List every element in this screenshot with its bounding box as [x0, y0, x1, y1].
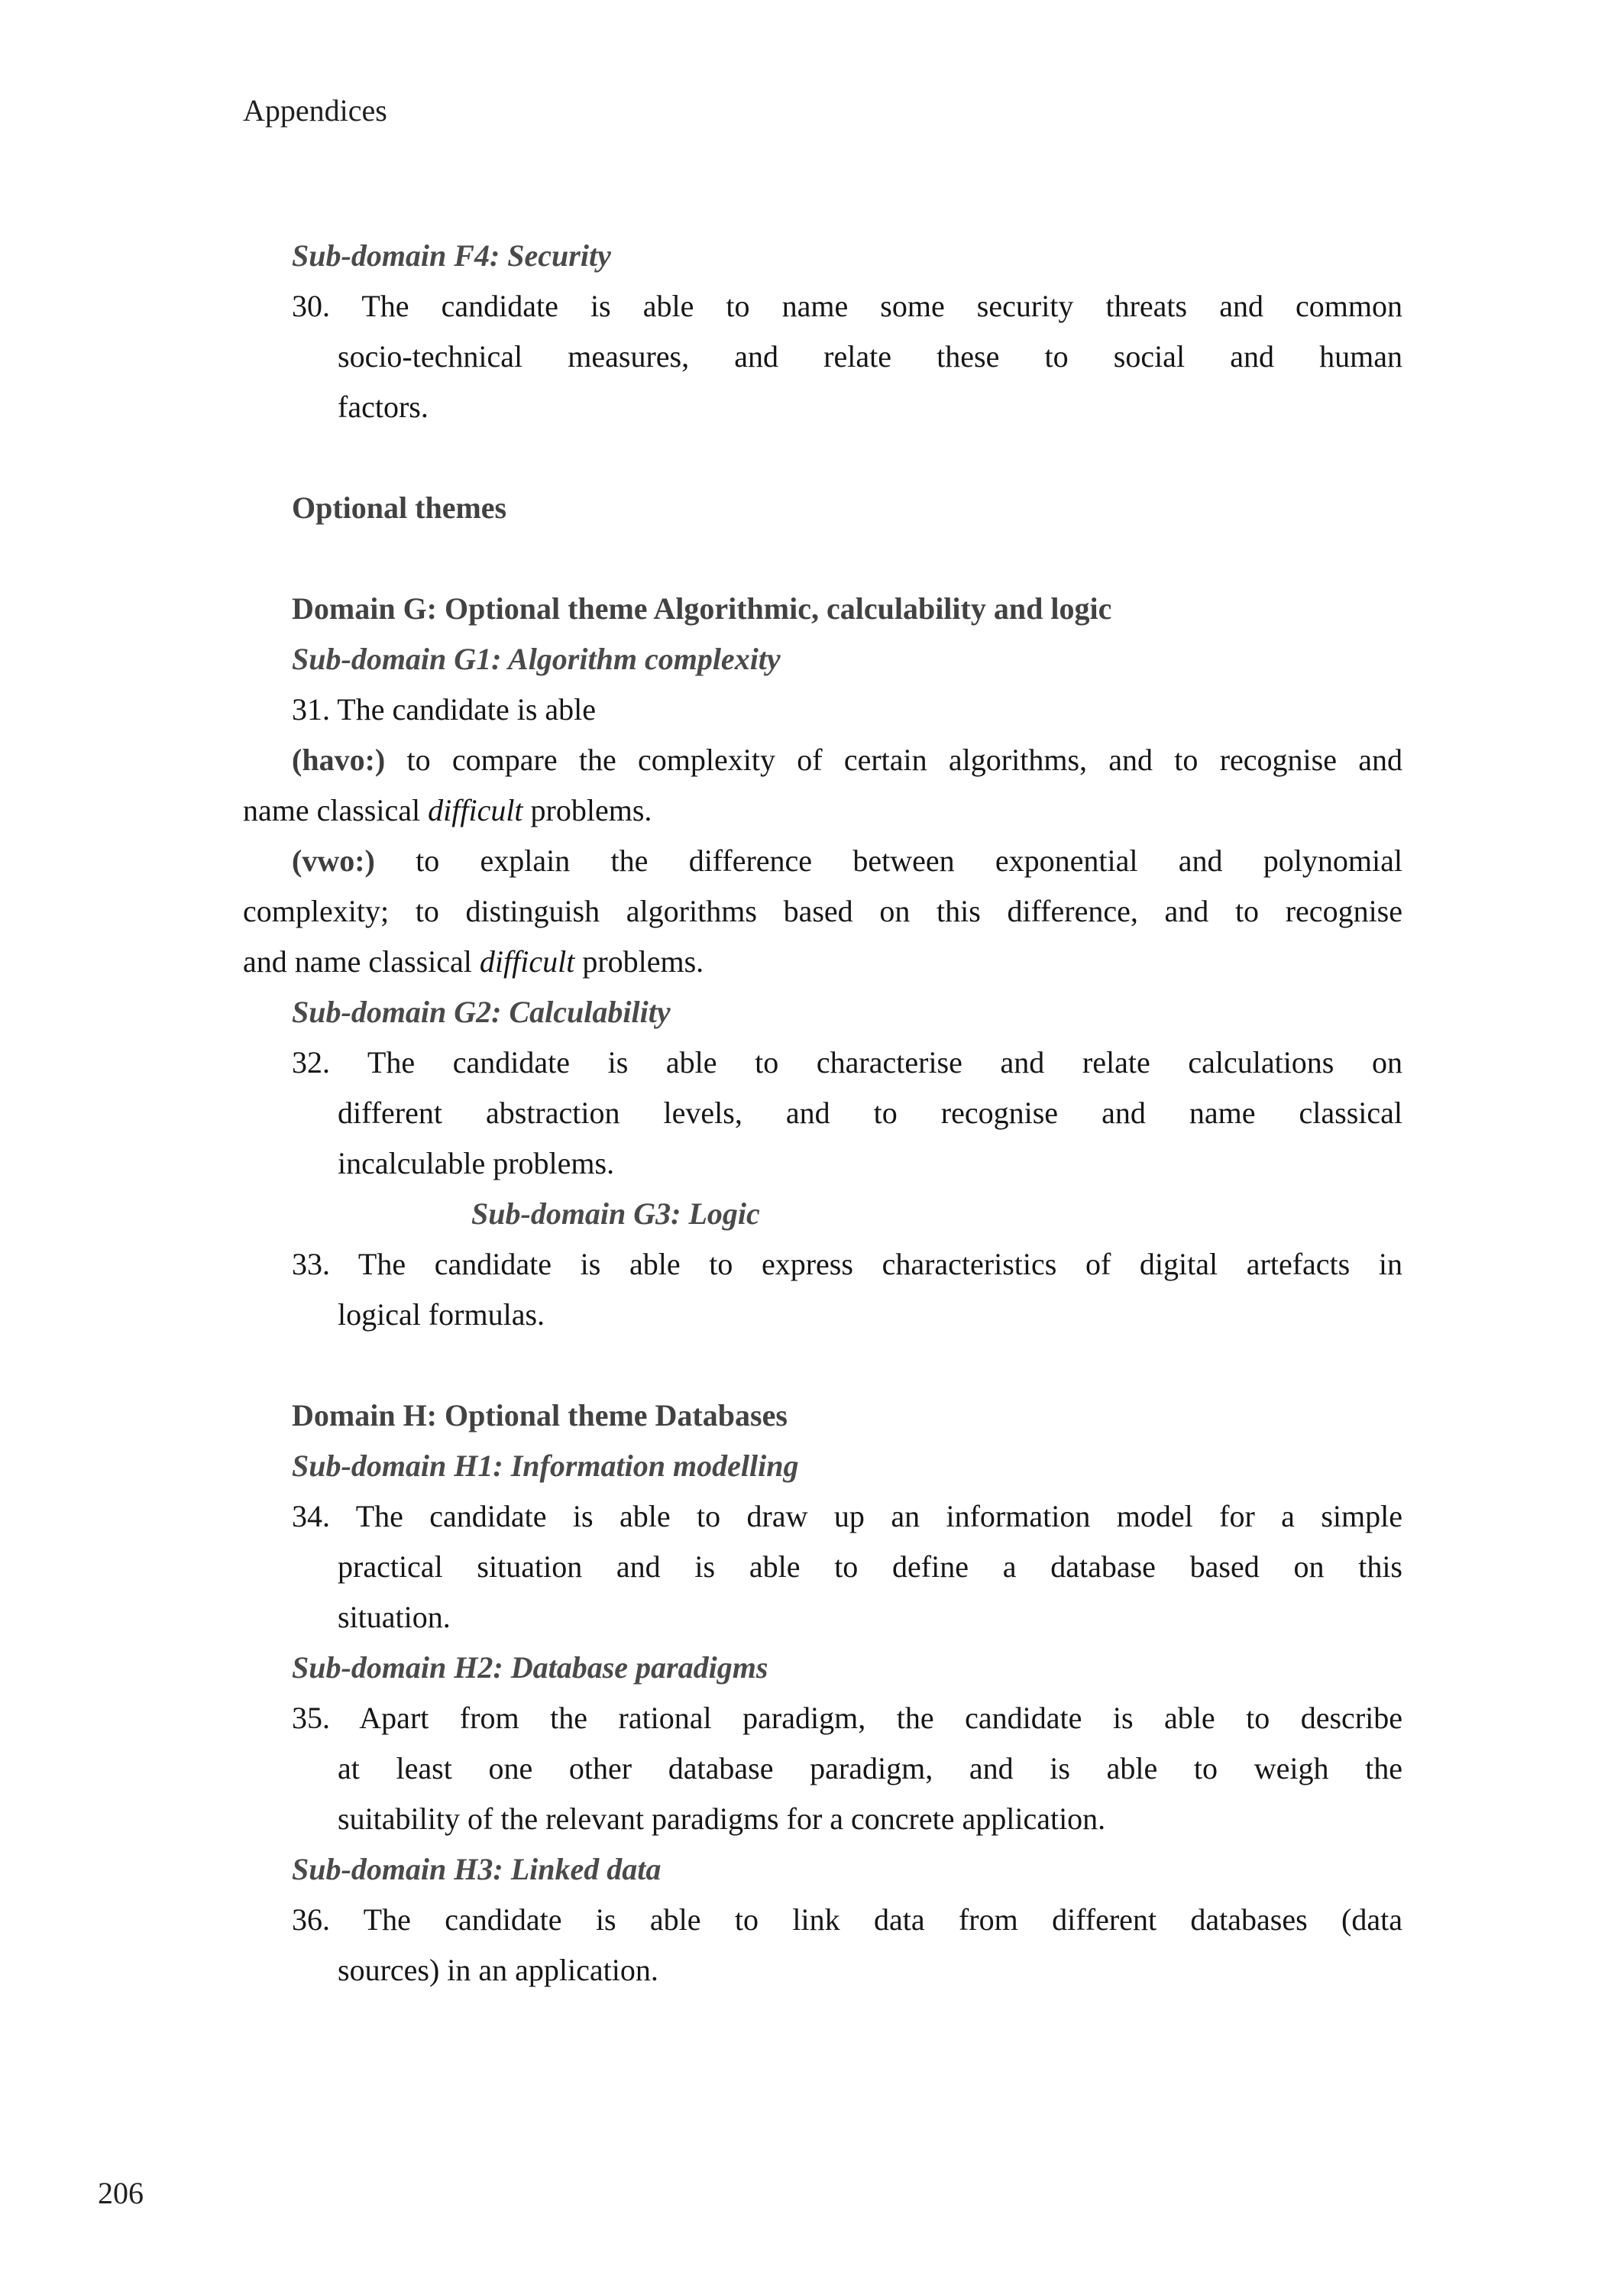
- subdomain-g1-heading: Sub-domain G1: Algorithm complexity: [292, 642, 781, 676]
- item-33-number: 33.: [292, 1247, 330, 1281]
- domain-h-heading: Domain H: Optional theme Databases: [292, 1398, 788, 1432]
- item-35-line-1: [243, 1693, 1402, 1743]
- vwo-difficult-italic: difficult: [479, 944, 575, 979]
- item-30-text-1: The candidate is able to name some security threats and common: [361, 289, 1403, 323]
- vwo-text-3a: and name classical: [243, 944, 480, 979]
- optional-themes-heading: Optional themes: [292, 490, 507, 525]
- subdomain-h3-heading: Sub-domain H3: Linked data: [292, 1852, 662, 1886]
- item-32-line-2: different abstraction levels, and to recognise and name classical: [338, 1096, 1402, 1130]
- item-35-number: 35.: [292, 1701, 330, 1735]
- subdomain-h2-heading: Sub-domain H2: Database paradigms: [292, 1650, 768, 1685]
- vwo-paragraph-line-3: [243, 937, 1402, 987]
- item-30-line-1: [243, 281, 1402, 332]
- havo-text-2b: problems.: [522, 793, 652, 827]
- item-35-text-1: Apart from the rational paradigm, the candidate is able to describe: [359, 1701, 1402, 1735]
- subdomain-g2-heading: Sub-domain G2: Calculability: [292, 995, 671, 1029]
- vwo-text-3b: problems.: [574, 944, 704, 979]
- subdomain-h1-heading: Sub-domain H1: Information modelling: [292, 1449, 799, 1483]
- subdomain-f4-heading: Sub-domain F4: Security: [292, 238, 611, 273]
- subdomain-g3-heading: Sub-domain G3: Logic: [471, 1196, 760, 1231]
- item-33-text-1: The candidate is able to express characteristics of digital artefacts in: [357, 1247, 1402, 1281]
- item-30-line-2: socio-technical measures, and relate these to social and human: [338, 339, 1402, 374]
- item-31-number: 31.: [292, 692, 330, 727]
- item-36-line-2: sources) in an application.: [338, 1953, 658, 1987]
- havo-paragraph-line-1: [243, 735, 1402, 785]
- item-36-text-1: The candidate is able to link data from different databases (data: [363, 1902, 1402, 1937]
- havo-text-1: to compare the complexity of certain algorithms, and to recognise and: [385, 743, 1402, 777]
- page-body: [243, 231, 1402, 1996]
- item-32-number: 32.: [292, 1045, 330, 1080]
- havo-difficult-italic: difficult: [428, 793, 523, 827]
- item-34-line-2: practical situation and is able to define a database based on this: [338, 1549, 1402, 1584]
- item-33-line-1: [243, 1239, 1402, 1290]
- item-36-number: 36.: [292, 1902, 330, 1937]
- item-30-number: 30.: [292, 289, 330, 323]
- item-33-line-2: logical formulas.: [338, 1297, 545, 1332]
- item-35-line-3: suitability of the relevant paradigms for a concrete application.: [338, 1802, 1106, 1836]
- vwo-text-1: to explain the difference between exponential and polynomial: [374, 843, 1402, 878]
- havo-label: (havo:): [292, 743, 386, 777]
- item-34-text-1: The candidate is able to draw up an information model for a simple: [355, 1499, 1402, 1533]
- item-30-line-3: factors.: [338, 390, 429, 424]
- item-34-number: 34.: [292, 1499, 330, 1533]
- running-header: Appendices: [243, 93, 387, 128]
- havo-paragraph-line-2: [243, 785, 1402, 836]
- vwo-paragraph-line-2: complexity; to distinguish algorithms based on this difference, and to recognise: [243, 894, 1402, 928]
- domain-g-heading: Domain G: Optional theme Algorithmic, calculability and logic: [292, 591, 1112, 626]
- item-34-line-1: [243, 1491, 1402, 1542]
- item-35-line-2: at least one other database paradigm, and is able to weigh the: [338, 1751, 1402, 1785]
- item-31-line-1: [243, 685, 1402, 735]
- item-32-line-3: incalculable problems.: [338, 1146, 615, 1180]
- vwo-label: (vwo:): [292, 843, 375, 878]
- page-number: 206: [98, 2176, 144, 2210]
- havo-text-2a: name classical: [243, 793, 429, 827]
- vwo-paragraph-line-1: [243, 836, 1402, 886]
- item-31-text-1: The candidate is able: [337, 692, 597, 727]
- item-32-text-1: The candidate is able to characterise and relate calculations on: [367, 1045, 1403, 1080]
- item-36-line-1: [243, 1895, 1402, 1945]
- item-34-line-3: situation.: [338, 1600, 451, 1634]
- item-32-line-1: [243, 1038, 1402, 1088]
